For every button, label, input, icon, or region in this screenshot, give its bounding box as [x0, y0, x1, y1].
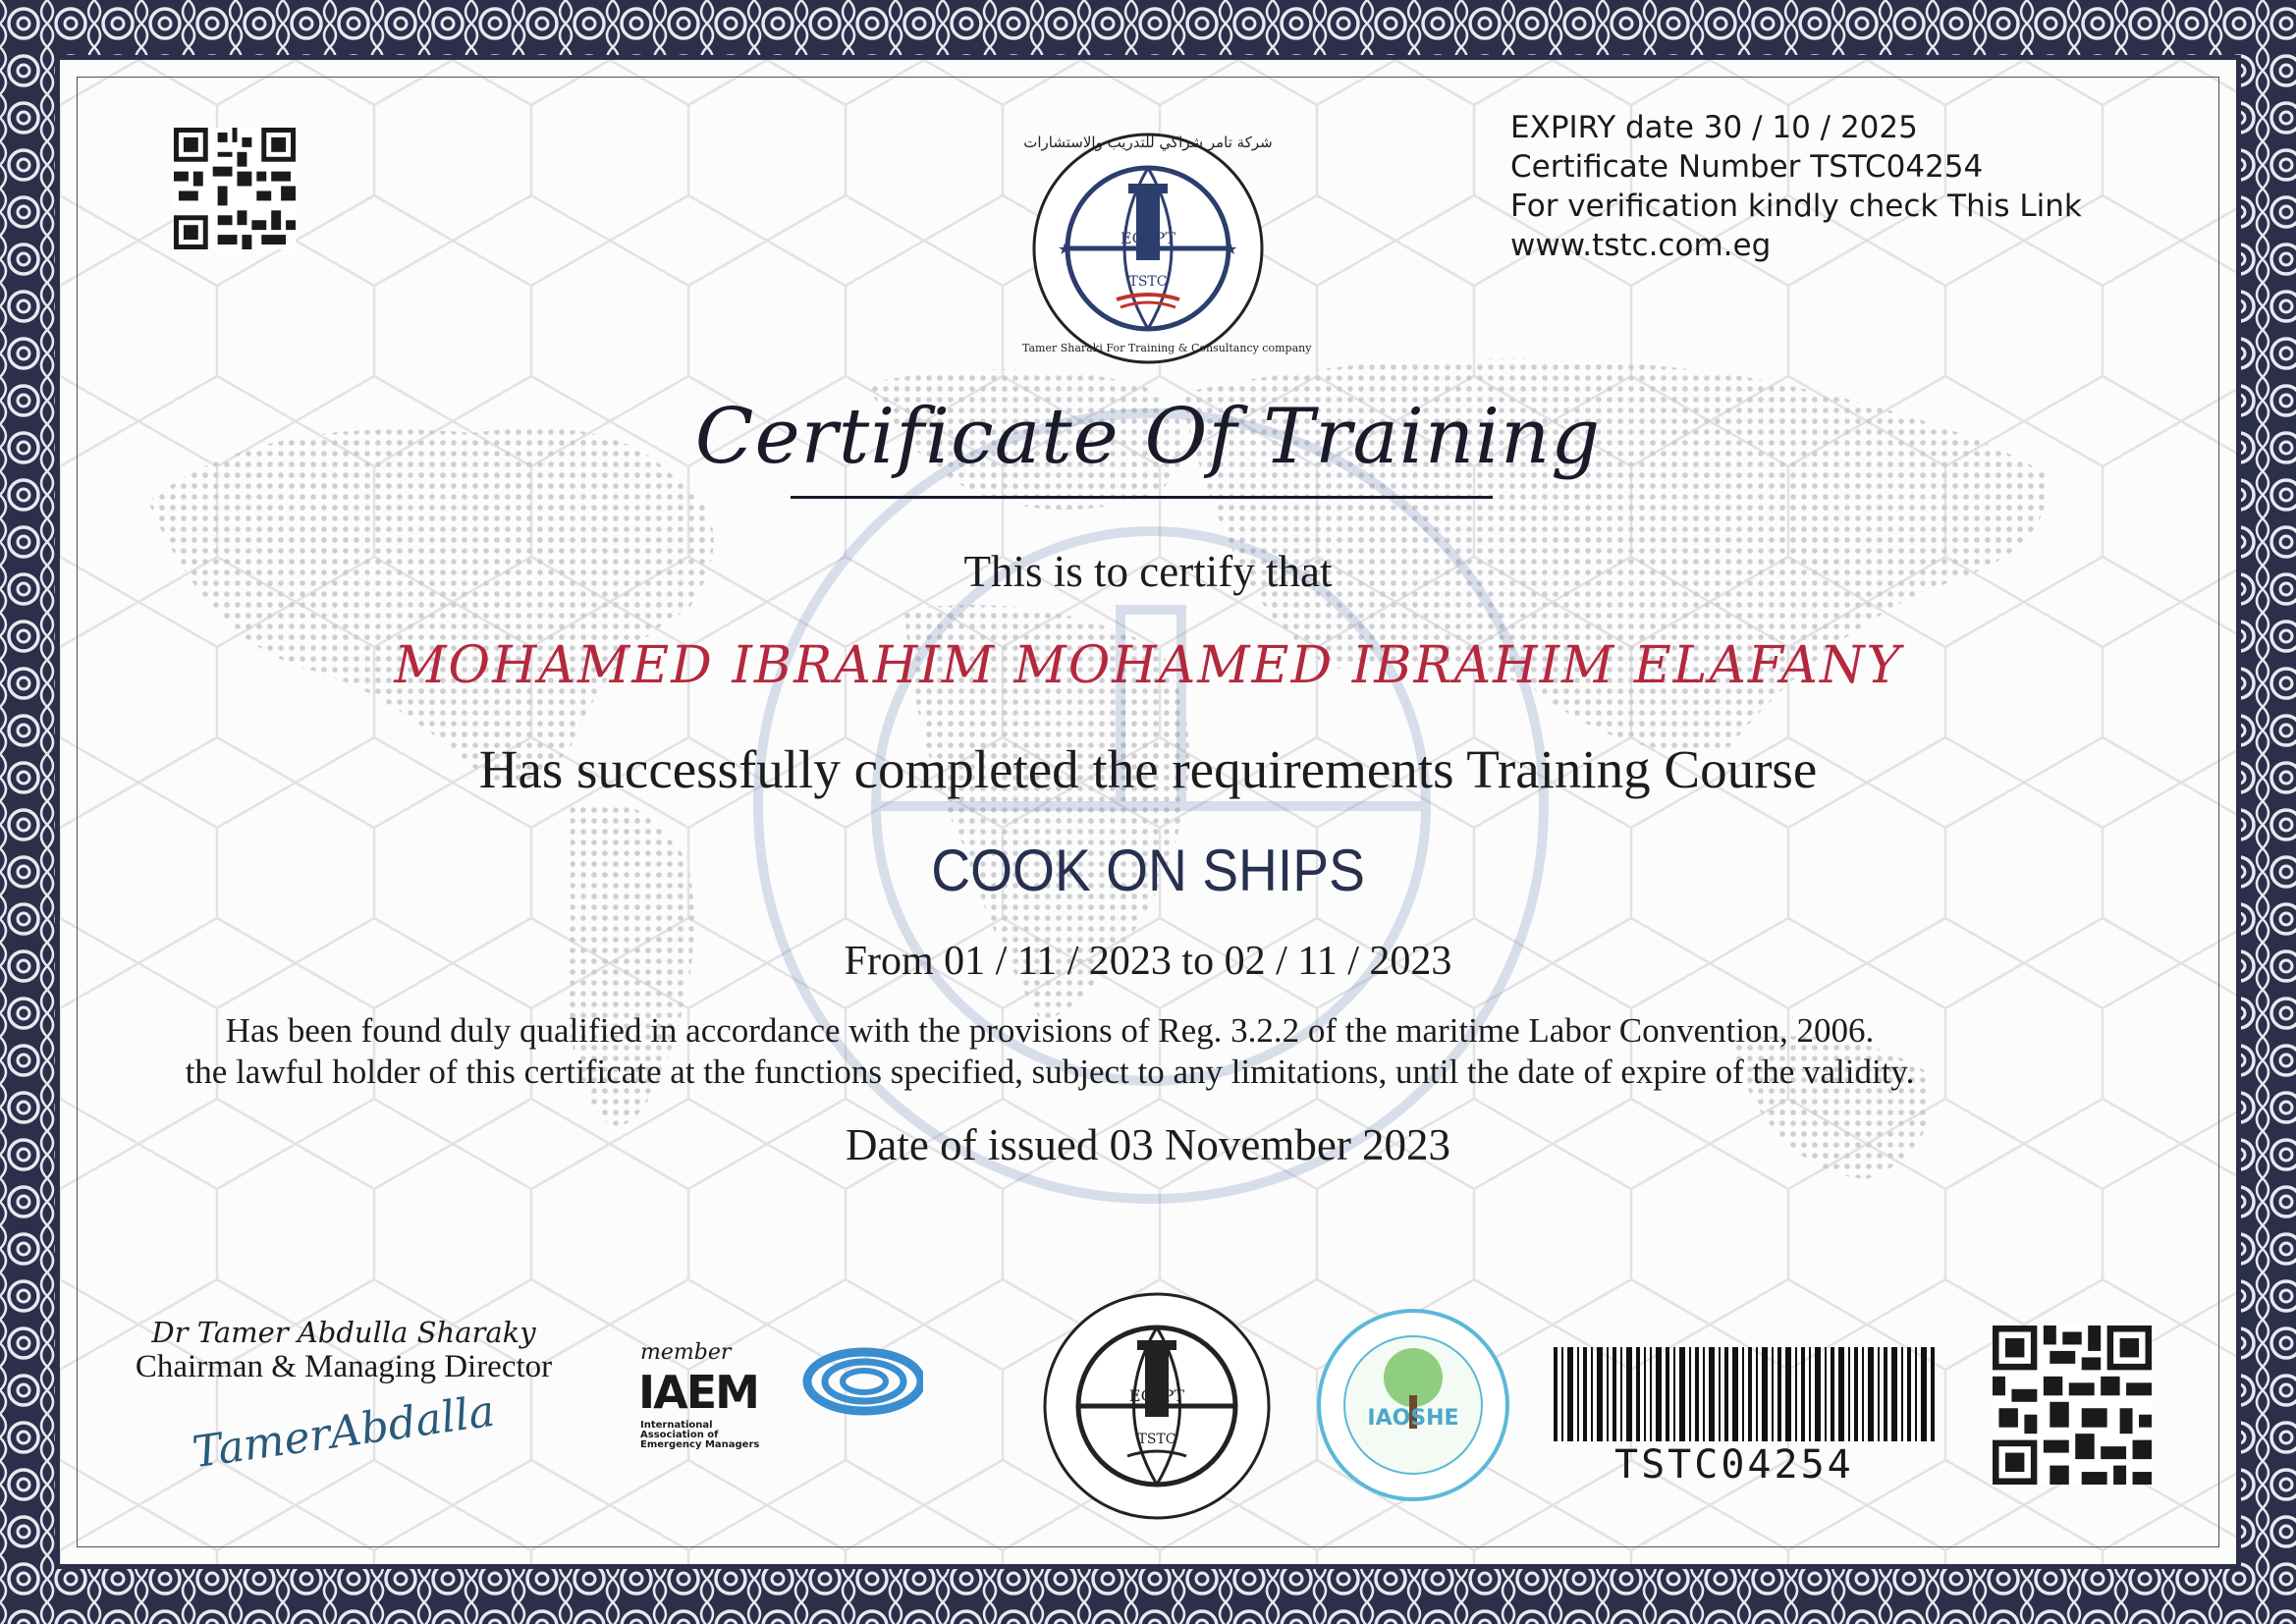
completed-line: Has successfully completed the requirements Training Course — [478, 739, 1818, 799]
tstc-seal-icon — [1022, 133, 1312, 364]
signatory-title: Chairman & Managing Director — [135, 1349, 553, 1384]
certificate-info — [1510, 108, 2082, 265]
certificate-number: Certificate Number TSTC04254 — [1510, 149, 1984, 185]
expiry-date: EXPIRY date 30 / 10 / 2025 — [1510, 110, 1918, 145]
course-name: COOK ON SHIPS — [931, 838, 1365, 903]
svg-text:IAOSHE: IAOSHE — [1367, 1406, 1459, 1431]
iaem-member-label: member — [640, 1340, 732, 1365]
title-underline — [791, 496, 1493, 499]
barcode-icon — [1554, 1347, 1939, 1488]
signatory-name: Dr Tamer Abdulla Sharaky — [151, 1316, 536, 1349]
svg-text:★: ★ — [1058, 242, 1072, 258]
barcode-number: TSTC04254 — [1614, 1442, 1854, 1488]
svg-text:EGYPT: EGYPT — [1128, 1386, 1185, 1405]
tstc-stamp-icon — [1034, 1291, 1280, 1521]
qr-code-icon — [172, 128, 298, 249]
iaoshe-logo-icon — [1311, 1309, 1515, 1501]
verification-text: For verification kindly check This Link — [1510, 189, 2082, 224]
certify-line: This is to certify that — [963, 547, 1333, 596]
svg-text:TSTC: TSTC — [1128, 274, 1168, 290]
issue-date: Date of issued 03 November 2023 — [845, 1120, 1451, 1169]
barcode-bars — [1554, 1347, 1939, 1441]
qr-code-icon — [1989, 1326, 2156, 1485]
signatory — [118, 1316, 570, 1479]
holder-name-wrap — [196, 636, 2100, 695]
svg-text:EGYPT: EGYPT — [1120, 229, 1176, 247]
verification-link[interactable]: www.tstc.com.eg — [1510, 228, 1772, 263]
certificate-title-wrap — [657, 393, 1639, 481]
svg-text:TSTC: TSTC — [1137, 1432, 1176, 1447]
iaem-logo-icon — [638, 1340, 923, 1458]
legal-line-1: Has been found duly qualified in accordance with the provisions of Reg. 3.2.2 of the maritime Labor Convention, 2006. — [225, 1011, 1875, 1050]
svg-text:★: ★ — [1224, 242, 1238, 258]
certificate-title: Certificate Of Training — [694, 393, 1602, 481]
iaem-logo-text: IAEM — [638, 1366, 758, 1419]
iaem-full-name: International Association of Emergency Managers — [640, 1420, 760, 1450]
iaem-swirl-icon — [766, 1340, 923, 1419]
holder-name: MOHAMED IBRAHIM MOHAMED IBRAHIM ELAFANY — [394, 636, 1902, 695]
seal-arabic-text: شركة تامر شراكي للتدريب والاستشارات — [1023, 134, 1273, 151]
seal-english-text: Tamer Sharaki For Training & Consultancy company — [1022, 342, 1312, 354]
course-period: From 01 / 11 / 2023 to 02 / 11 / 2023 — [844, 939, 1452, 984]
course-wrap — [657, 837, 1639, 904]
signature: TamerAbdalla — [190, 1385, 498, 1479]
legal-line-2: the lawful holder of this certificate at the functions specified, subject to any limitations, until the date of expire of the validity. — [185, 1053, 1915, 1091]
